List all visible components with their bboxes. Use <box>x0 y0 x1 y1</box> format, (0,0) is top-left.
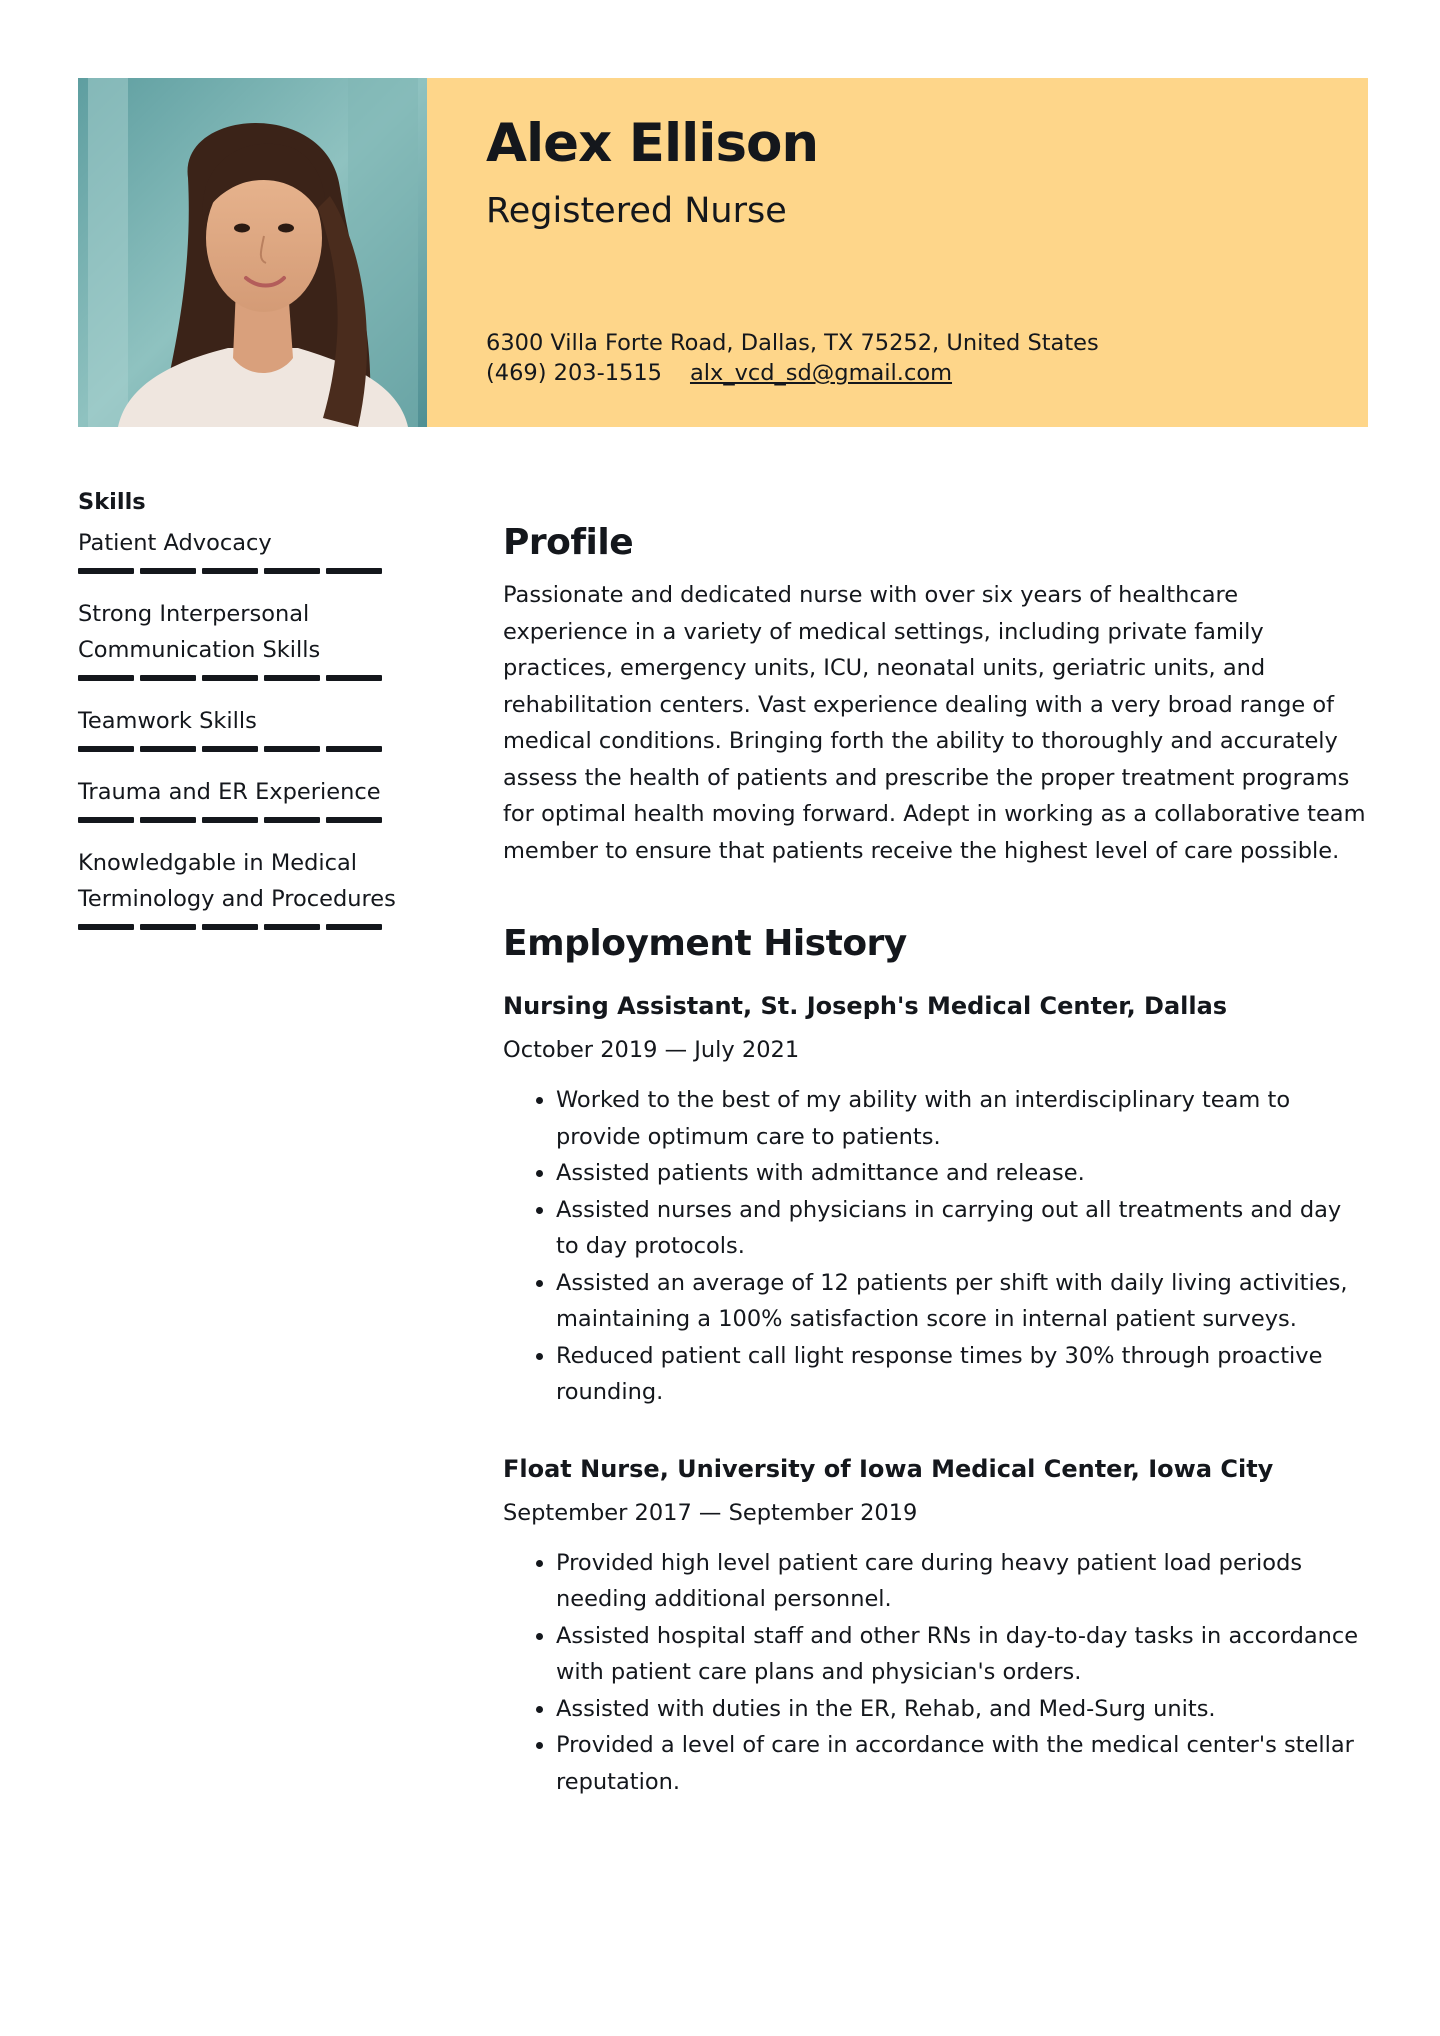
skills-section <box>78 487 398 952</box>
job-entry <box>503 1451 1369 1801</box>
skill-level-segment <box>326 675 382 681</box>
skill-level-segment <box>78 924 134 930</box>
skill-level-segment <box>78 817 134 823</box>
skill-level-segment <box>202 924 258 930</box>
skill-level-segment <box>140 568 196 574</box>
skill-item <box>78 845 398 930</box>
main-column <box>503 520 1369 1800</box>
employment-heading: Employment History <box>503 923 907 964</box>
skill-level-bar <box>78 817 398 823</box>
job-bullet: • Assisted an average of 12 patients per shift with daily living activities, maintaining a 100% satisfaction score in internal patient surveys. <box>556 1265 1369 1338</box>
job-bullet: • Assisted hospital staff and other RNs in day-to-day tasks in accordance with patient care plans and physician's orders. <box>556 1618 1369 1691</box>
skill-level-segment <box>202 568 258 574</box>
job-bullet: • Assisted nurses and physicians in carrying out all treatments and day to day protocols. <box>556 1192 1369 1265</box>
skill-level-segment <box>140 817 196 823</box>
skill-level-bar <box>78 746 398 752</box>
candidate-name: Alex Ellison <box>486 113 819 174</box>
job-bullets <box>503 1545 1369 1801</box>
contact-line <box>486 358 952 388</box>
skill-level-segment <box>78 675 134 681</box>
address: 6300 Villa Forte Road, Dallas, TX 75252, United States <box>486 330 1099 356</box>
job-entry <box>503 988 1369 1411</box>
profile-section <box>503 520 1369 869</box>
job-bullet: • Provided high level patient care during heavy patient load periods needing additional personnel. <box>556 1545 1369 1618</box>
skill-label: Strong Interpersonal Communication Skills <box>78 601 321 663</box>
job-bullet: • Provided a level of care in accordance with the medical center's stellar reputation. <box>556 1727 1369 1800</box>
skill-level-segment <box>264 568 320 574</box>
skill-level-bar <box>78 568 398 574</box>
email-link[interactable]: alx_vcd_sd@gmail.com <box>689 360 953 386</box>
skills-heading: Skills <box>78 489 146 515</box>
skills-list <box>78 525 398 930</box>
skill-level-segment <box>78 568 134 574</box>
skill-level-segment <box>264 675 320 681</box>
skill-label: Patient Advocacy <box>78 530 272 556</box>
skill-label: Teamwork Skills <box>78 708 257 734</box>
job-bullet: • Assisted with duties in the ER, Rehab, and Med-Surg units. <box>556 1691 1369 1728</box>
skill-level-segment <box>326 924 382 930</box>
job-dates: September 2017 — September 2019 <box>503 1499 918 1526</box>
job-title: Registered Nurse <box>486 191 787 231</box>
job-bullet: • Worked to the best of my ability with an interdisciplinary team to provide optimum care to patients. <box>556 1082 1369 1155</box>
skill-level-segment <box>78 746 134 752</box>
skill-level-segment <box>264 924 320 930</box>
job-heading: Nursing Assistant, St. Joseph's Medical Center, Dallas <box>503 992 1228 1020</box>
job-dates: October 2019 — July 2021 <box>503 1037 800 1063</box>
skill-level-segment <box>264 746 320 752</box>
skill-level-bar <box>78 675 398 681</box>
profile-heading: Profile <box>503 522 634 563</box>
skill-item <box>78 703 398 752</box>
skill-level-segment <box>140 924 196 930</box>
job-bullet: • Reduced patient call light response times by 30% through proactive rounding. <box>556 1338 1369 1411</box>
resume-header <box>78 78 1368 427</box>
skill-label: Knowledgable in Medical Terminology and Procedures <box>78 850 396 912</box>
profile-photo <box>78 78 427 427</box>
skill-level-segment <box>202 817 258 823</box>
skill-item <box>78 525 398 574</box>
profile-text: Passionate and dedicated nurse with over six years of healthcare experience in a variety of medical settings, including private family practices, emergency units, ICU, neonatal units, geriatric units, and rehabilitation centers. Vast experience dealing with a very broad range of medical conditions. Bringing forth the ability to thoroughly and accurately assess the health of patients and prescribe the proper treatment programs for optimal health moving forward. Adept in working as a collaborative team member to ensure that patients receive the highest level of care possible. <box>503 582 1366 864</box>
job-bullets <box>503 1082 1369 1411</box>
jobs-list <box>503 988 1369 1800</box>
skill-level-segment <box>140 746 196 752</box>
skill-level-segment <box>326 568 382 574</box>
skill-item <box>78 596 398 681</box>
skill-level-segment <box>264 817 320 823</box>
skill-level-segment <box>202 746 258 752</box>
job-bullet: • Assisted patients with admittance and release. <box>556 1155 1369 1192</box>
skill-item <box>78 774 398 823</box>
skill-level-segment <box>140 675 196 681</box>
skill-level-segment <box>326 746 382 752</box>
skill-label: Trauma and ER Experience <box>78 779 381 805</box>
skill-level-segment <box>202 675 258 681</box>
skill-level-bar <box>78 924 398 930</box>
phone-number: (469) 203-1515 <box>486 360 662 386</box>
job-heading: Float Nurse, University of Iowa Medical Center, Iowa City <box>503 1454 1274 1483</box>
skill-level-segment <box>326 817 382 823</box>
employment-section <box>503 921 1369 1800</box>
